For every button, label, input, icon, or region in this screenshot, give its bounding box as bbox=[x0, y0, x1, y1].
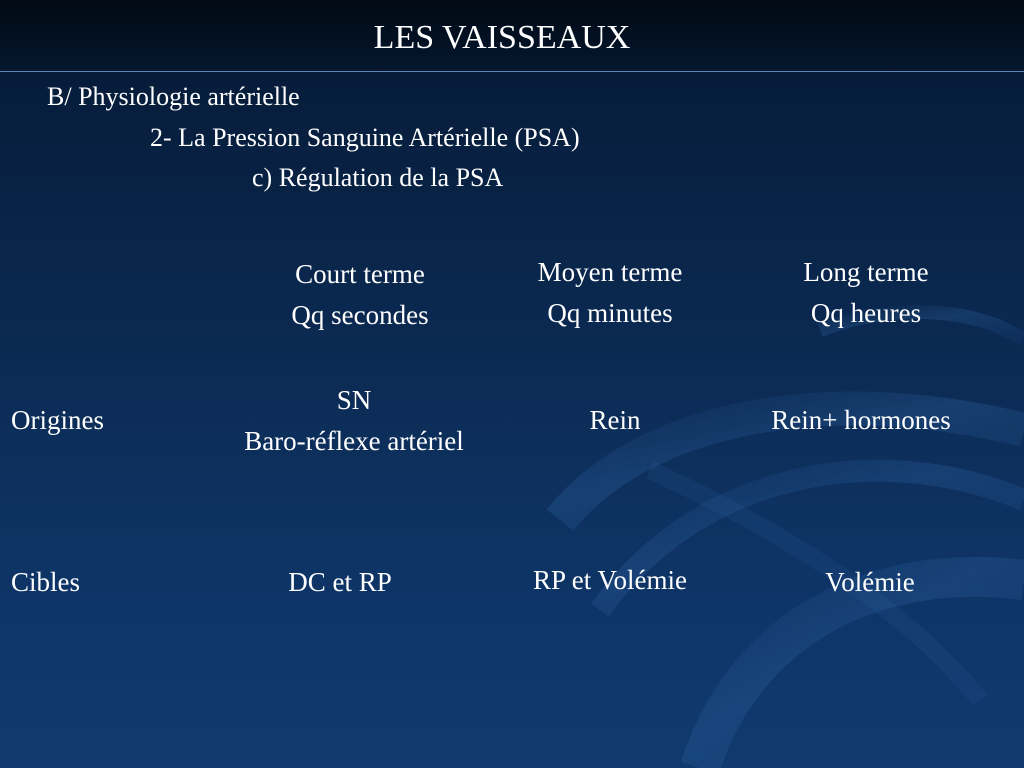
slide-title: LES VAISSEAUX bbox=[373, 19, 631, 56]
column-header-long-term bbox=[766, 252, 966, 334]
cell-line: DC et RP bbox=[288, 567, 392, 597]
cell-line: RP et Volémie bbox=[532, 565, 687, 595]
column-header-title: Moyen terme bbox=[537, 257, 683, 287]
column-header-short-term bbox=[260, 254, 460, 336]
outline-level-3: c) Régulation de la PSA bbox=[252, 163, 504, 192]
column-header-medium-term bbox=[505, 252, 715, 334]
outline-level-1: B/ Physiologie artérielle bbox=[47, 82, 300, 111]
column-header-title: Long terme bbox=[803, 257, 929, 287]
row-label-cibles: Cibles bbox=[11, 567, 81, 597]
cell-cibles-long-term bbox=[795, 562, 945, 603]
cell-origines-short-term bbox=[214, 380, 494, 462]
outline-level-2: 2- La Pression Sanguine Artérielle (PSA) bbox=[150, 123, 580, 152]
cell-line: Rein bbox=[589, 405, 641, 435]
cell-origines-medium-term bbox=[535, 400, 695, 441]
column-header-title: Court terme bbox=[295, 259, 425, 289]
column-header-duration: Qq minutes bbox=[547, 298, 673, 328]
column-header-duration: Qq heures bbox=[810, 298, 922, 328]
column-header-duration: Qq secondes bbox=[291, 300, 429, 330]
cell-cibles-medium-term bbox=[500, 560, 720, 601]
cell-line: Baro-réflexe artériel bbox=[244, 426, 464, 456]
cell-line: Volémie bbox=[825, 567, 915, 597]
cell-origines-long-term bbox=[740, 400, 982, 441]
cell-line: Rein+ hormones bbox=[771, 405, 951, 435]
row-label-origines: Origines bbox=[11, 405, 104, 435]
cell-line: SN bbox=[336, 385, 372, 415]
cell-cibles-short-term bbox=[255, 562, 425, 603]
